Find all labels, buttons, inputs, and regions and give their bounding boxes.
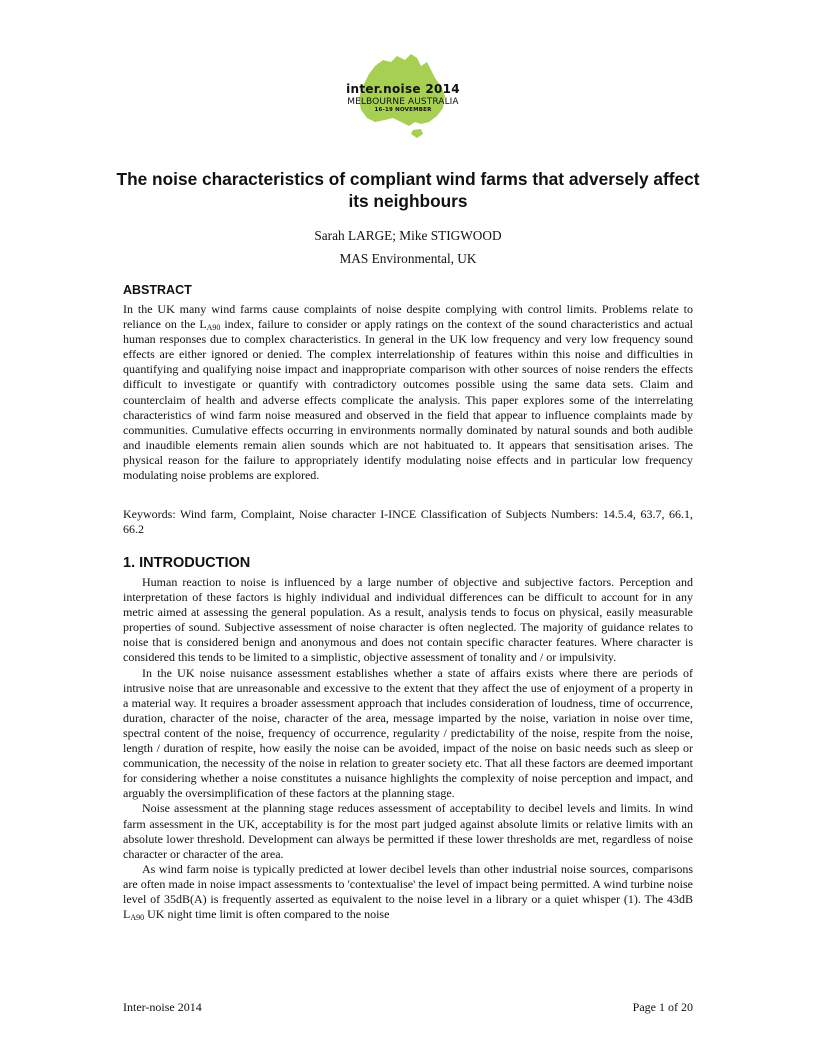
abstract-part-1: In the UK many wind farms cause complaints of noise despite complying with control limits. Problems relate to reliance on the L xyxy=(123,302,693,332)
abstract-text xyxy=(123,302,693,483)
intro-paragraph-4-subscript: A90 xyxy=(130,913,145,923)
footer-page-number: Page 1 of 20 xyxy=(632,1000,693,1014)
intro-paragraph-4-part-1: As wind farm noise is typically predicted at lower decibel levels than other industrial noise sources, comparisons are often made in noise impact assessments to 'contextualise' the level of impact being permitted. A wind turbine noise level of 35dB(A) is frequently asserted as equivalent to the noise level in a library or a quiet whisper (1). The 43dB L xyxy=(123,861,693,922)
intro-paragraph-4-part-2: UK night time limit is often compared to the noise xyxy=(144,907,390,922)
abstract-part-2: index, failure to consider or apply ratings on the context of the sound characteristics and actual human responses due to complex characteristics. In general in the UK low frequency and very low frequency sound effects are either ignored or denied. The complex interrelationship of features within this noise and difficulties in quantifying and qualifying noise impact and inappropriate comparison with other sources of noise renders the effects difficult to investigate or quantify with contradictory outcomes possible using the same data sets. Claim and counterclaim of health and adverse effects complicate the analysis. This paper explores some of the interrelating characteristics of wind farm noise measured and observed in the field that appear to influence complaints made by communities. Cumulative effects occurring in environments normally dominated by natural sounds and both audible and inaudible elements remain alien sounds which are not habituated to. It appears that sensitisation arises. The physical reason for the failure to appropriately identify modulating noise effects and in particular low frequency modulating noise problems are explored. xyxy=(123,317,693,483)
intro-paragraph-4 xyxy=(123,862,693,922)
keywords: Keywords: Wind farm, Complaint, Noise character I-INCE Classification of Subjects Numbers: 14.5.4, 63.7, 66.1, 66.2 xyxy=(123,507,693,537)
section-heading-introduction: 1. INTRODUCTION xyxy=(123,555,251,571)
abstract-heading: ABSTRACT xyxy=(123,283,192,297)
logo-location: MELBOURNE AUSTRALIA xyxy=(347,97,459,107)
footer-conference: Inter-noise 2014 xyxy=(123,1000,202,1014)
authors: Sarah LARGE; Mike STIGWOOD xyxy=(314,228,502,243)
intro-paragraph-2: In the UK noise nuisance assessment establishes whether a state of affairs exists where there are periods of intrusive noise that are unreasonable and excessive to the extent that they affect the use of enjoyment of a property in a material way. It requires a broader assessment approach that includes consideration of loudness, time of occurrence, duration, character of the noise, character of the area, message imparted by the noise, variation in noise over time, spectral content of the noise, frequency of occurrence, regularity / predictability of the noise, respite from the noise, length / duration of respite, how easily the noise can be avoided, impact of the noise on basic needs such as sleep or communication, the necessity of the noise in relation to greater society etc. That all these factors are deemed important for considering whether a noise constitutes a nuisance highlights the complexity of noise perception and impact, and arguably the oversimplification of these factors at the planning stage. xyxy=(123,665,693,801)
logo-brand: inter.noise 2014 xyxy=(346,82,460,96)
logo-dates: 16-19 NOVEMBER xyxy=(374,107,432,113)
paper-title: The noise characteristics of compliant wind farms that adversely affect its neighbours xyxy=(116,169,700,211)
intro-paragraph-1: Human reaction to noise is influenced by a large number of objective and subjective factors. Perception and interpretation of these factors is highly individual and individual differences can be difficult to account for in any metric aimed at assessing the general population. As a result, analysis tends to focus on physical, easily measurable properties of sound. Subjective assessment of noise character is often neglected. The majority of guidance relates to noise that is considered benign and anonymous and does not contain specific character features. Where character is considered this tends to be limited to a simplistic, objective assessment of tonality and / or impulsivity. xyxy=(123,575,693,665)
intro-paragraph-3: Noise assessment at the planning stage reduces assessment of acceptability to decibel levels and limits. In wind farm assessment in the UK, acceptability is for the most part judged against absolute limits or relative limits with an absolute lower threshold. Development can always be permitted if these lower thresholds are met, regardless of noise character or character of the area. xyxy=(123,801,693,861)
abstract-subscript: A90 xyxy=(206,323,221,333)
affiliation: MAS Environmental, UK xyxy=(339,251,477,266)
australia-map-icon xyxy=(345,52,461,140)
conference-logo xyxy=(345,52,461,140)
introduction-body xyxy=(123,575,693,922)
